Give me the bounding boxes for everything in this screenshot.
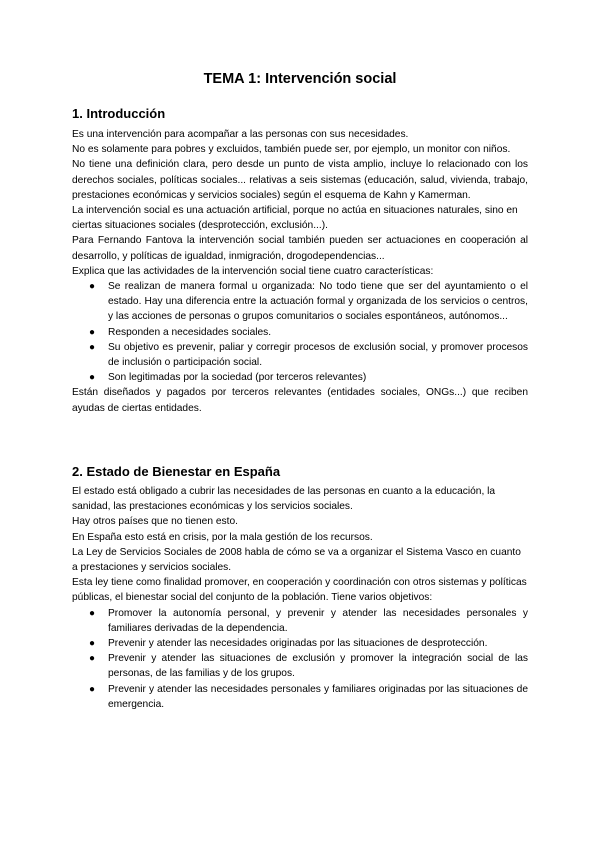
bullet-icon: ● <box>89 281 96 293</box>
bullet-icon: ● <box>89 607 96 619</box>
list-item: ● Prevenir y atender las necesidades originadas por las situaciones de desprotección. <box>108 636 528 651</box>
section2-heading: 2. Estado de Bienestar en España <box>72 464 281 479</box>
bullet-icon: ● <box>89 638 96 650</box>
paragraph: Para Fernando Fantova la intervención social también pueden ser actuaciones en cooperación al desarrollo, y políticas de igualdad, inmigración, drogodependencias... <box>72 235 528 262</box>
paragraph: El estado está obligado a cubrir las necesidades de las personas en cuanto a la educación, la sanidad, las prestaciones económicas y los servicios sociales. <box>72 486 496 513</box>
bullet-icon: ● <box>89 341 96 353</box>
paragraph: Es una intervención para acompañar a las personas con sus necesidades. <box>72 129 409 140</box>
paragraph: La intervención social es una actuación artificial, porque no actúa en situaciones naturales, sino en ciertas situaciones sociales (desprotección, exclusión...). <box>72 205 518 232</box>
bullet-icon: ● <box>89 653 96 665</box>
bullet-icon: ● <box>89 372 96 384</box>
section1-heading: 1. Introducción <box>72 106 166 121</box>
paragraph: Están diseñados y pagados por terceros relevantes (entidades sociales, ONGs...) que reciben ayudas de ciertas entidades. <box>72 387 528 414</box>
paragraph: La Ley de Servicios Sociales de 2008 habla de cómo se va a organizar el Sistema Vasco en cuanto a prestaciones y servicios sociales. <box>72 546 521 574</box>
list-item: ● Son legitimadas por la sociedad (por terceros relevantes) <box>108 370 528 385</box>
paragraph: Esta ley tiene como finalidad promover, en cooperación y coordinación con otros sistemas y políticas públicas, el bienestar social del conjunto de la población. Tiene varios objetivos: <box>72 577 527 604</box>
characteristics-list <box>72 279 528 385</box>
paragraph: No tiene una definición clara, pero desde un punto de vista amplio, incluye lo relacionado con los derechos sociales, políticas sociales... relativas a seis sistemas (educación, salud, vivienda, trabajo, prestaciones económicas y servicios sociales) según el esquema de Kahn y Kamerman. <box>72 159 528 201</box>
list-item: ● Responden a necesidades sociales. <box>108 325 528 340</box>
paragraph: En España esto está en crisis, por la mala gestión de los recursos. <box>72 531 373 543</box>
section1-body <box>72 127 528 416</box>
document-title: TEMA 1: Intervención social <box>203 71 397 87</box>
list-item: ● Promover la autonomía personal, y prevenir y atender las necesidades personales y familiares derivadas de la dependencia. <box>89 607 528 634</box>
list-item: ● Se realizan de manera formal u organizada: No todo tiene que ser del ayuntamiento o el estado. Hay una diferencia entre la actuación formal y organizada de los servicios o centros, y las acciones de personas o grupos comunitarios o sociales espontáneos, autónomos... <box>89 281 528 323</box>
bullet-icon: ● <box>89 683 96 695</box>
section2-body <box>72 484 528 712</box>
list-item: ● Su objetivo es prevenir, paliar y corregir procesos de exclusión social, y promover procesos de inclusión o participación social. <box>89 341 528 369</box>
list-item: ● Prevenir y atender las necesidades personales y familiares originadas por las situaciones de emergencia. <box>89 683 528 710</box>
paragraph: No es solamente para pobres y excluidos, también puede ser, por ejemplo, un monitor con niños. <box>72 144 511 156</box>
paragraph: Explica que las actividades de la intervención social tiene cuatro características: <box>72 265 434 277</box>
objectives-list <box>72 606 528 712</box>
paragraph: Hay otros países que no tienen esto. <box>72 516 238 528</box>
list-item: ● Prevenir y atender las situaciones de exclusión y promover la integración social de las personas, de las familias y de los grupos. <box>89 653 528 680</box>
bullet-icon: ● <box>89 326 96 338</box>
